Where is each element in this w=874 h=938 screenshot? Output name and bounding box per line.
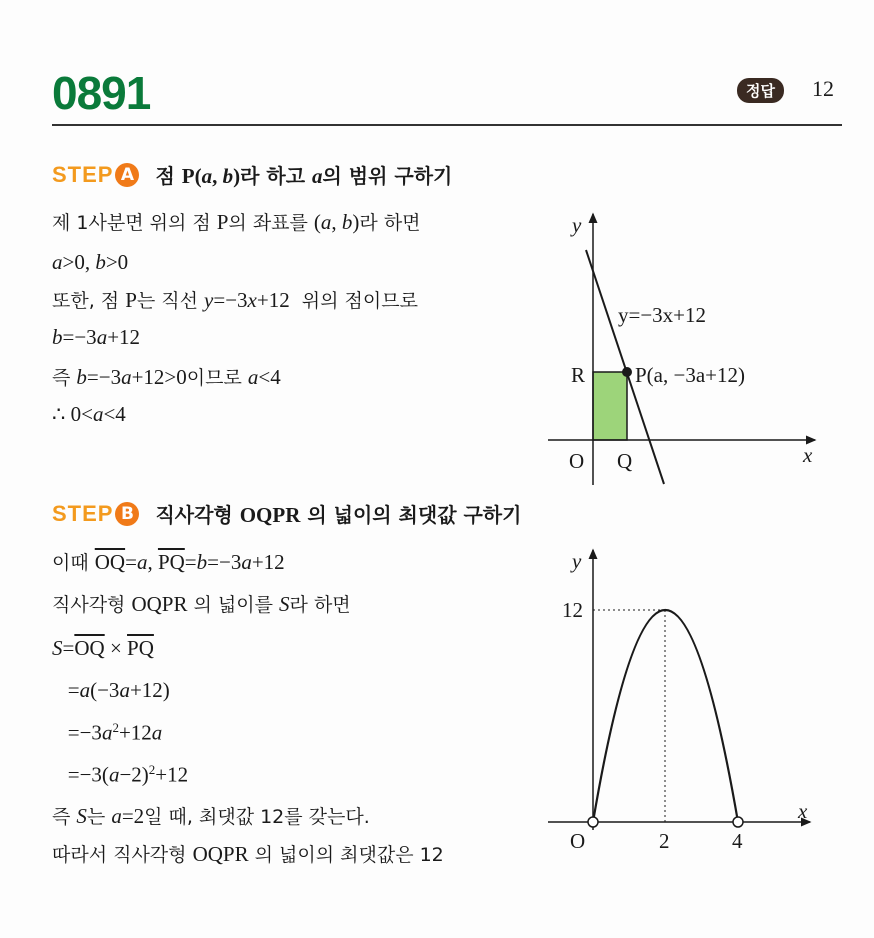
text-segment: ( xyxy=(313,210,321,234)
x-tick-label: 2 xyxy=(659,829,670,853)
text-segment: 의 넓이의 최댓값 구하기 xyxy=(300,503,522,527)
answer-badge: 정답 xyxy=(737,78,784,103)
text-segment: −2) xyxy=(119,762,149,787)
text-segment: +12>0 xyxy=(131,365,187,389)
text-segment: >0 xyxy=(105,250,129,274)
text-segment: $\overline{OQ}$ xyxy=(94,550,126,574)
text-segment: a xyxy=(201,164,213,188)
step-letter-badge: A xyxy=(115,163,139,187)
text-segment: =−3 xyxy=(86,365,122,389)
text-segment: 의 넓이를 xyxy=(187,594,280,616)
text-segment: a xyxy=(119,678,130,702)
text-segment: 일 때, 최댓값 12를 갖는다. xyxy=(144,806,370,828)
graph-line-rectangle xyxy=(548,213,815,485)
text-segment: a xyxy=(320,210,332,234)
text-segment: 직사각형 xyxy=(155,503,240,527)
text-segment: P xyxy=(216,210,229,234)
step-letter-badge: B xyxy=(115,502,139,526)
text-segment: P xyxy=(125,288,137,312)
problem-number: 0891 xyxy=(52,67,151,119)
text-segment: = xyxy=(52,678,80,702)
text-segment: 직사각형 xyxy=(52,594,132,616)
text-segment: a xyxy=(79,678,91,702)
text-segment: a xyxy=(311,164,323,188)
open-point-origin xyxy=(588,817,598,827)
text-segment: OQPR xyxy=(192,842,249,866)
text-segment: 는 xyxy=(86,806,112,828)
y-axis-label: y xyxy=(572,549,582,573)
text-segment: $\overline{PQ}$ xyxy=(157,550,185,574)
text-segment: y xyxy=(204,288,214,312)
text-segment: $\overline{OQ}$ xyxy=(74,636,105,660)
point-q-label: Q xyxy=(617,449,633,473)
open-point-4 xyxy=(733,817,743,827)
text-segment: <4 xyxy=(103,402,126,426)
text-segment: S xyxy=(52,636,63,660)
text-segment: =−3( xyxy=(52,762,109,787)
text-segment: = xyxy=(62,636,75,660)
answer-value: 12 xyxy=(812,76,834,101)
text-segment: 라 하면 xyxy=(289,594,351,616)
text-segment: a xyxy=(111,804,122,828)
text-segment: (−3 xyxy=(90,678,120,702)
text-segment: +12 xyxy=(118,720,152,745)
point-p-label: P(a, −3a+12) xyxy=(635,363,745,387)
graph-parabola xyxy=(548,549,810,853)
text-segment: a xyxy=(52,250,63,274)
text-segment: , xyxy=(212,164,223,188)
text-segment: , xyxy=(331,210,342,234)
text-segment: b xyxy=(222,164,234,188)
y-tick-label: 12 xyxy=(562,598,583,622)
text-segment: 라 하고 xyxy=(240,164,312,188)
text-segment: a xyxy=(92,402,104,426)
origin-label: O xyxy=(569,449,585,473)
point-p xyxy=(622,367,632,377)
text-segment: b xyxy=(52,325,63,349)
step-tag: STEP xyxy=(52,500,114,526)
text-segment: × xyxy=(104,636,128,660)
text-segment: 제 1사분면 위의 점 xyxy=(52,212,217,234)
text-segment: =2 xyxy=(121,804,145,828)
y-axis-label: y xyxy=(572,213,582,237)
text-segment: 의 범위 구하기 xyxy=(322,164,453,188)
x-tick-label: 4 xyxy=(732,829,743,853)
text-segment: 점 xyxy=(155,164,182,188)
text-segment: 이므로 xyxy=(186,367,248,389)
text-segment: 또한, 점 xyxy=(52,290,126,312)
text-segment: = xyxy=(125,550,137,574)
text-segment: +12 xyxy=(155,762,189,787)
text-segment: OQPR xyxy=(239,503,301,527)
text-segment: = xyxy=(184,550,197,574)
text-segment: >0, xyxy=(62,250,96,274)
text-segment: =−3 xyxy=(213,288,248,312)
text-segment: b xyxy=(95,250,106,274)
text-segment: +12 xyxy=(256,288,290,312)
text-segment: 2 xyxy=(148,762,156,777)
text-segment: =−3 xyxy=(62,325,97,349)
text-segment: 의 넓이의 최댓값은 12 xyxy=(248,844,444,866)
text-segment: 는 직선 xyxy=(136,290,205,312)
x-axis-label: x xyxy=(798,799,808,823)
text-segment: <4 xyxy=(258,365,281,389)
text-segment: a xyxy=(121,365,132,389)
text-segment: ∴ 0< xyxy=(52,402,93,426)
text-segment: a xyxy=(241,550,252,574)
text-segment: 이때 xyxy=(52,552,95,574)
text-segment: 즉 xyxy=(52,806,77,828)
origin-label: O xyxy=(570,829,586,853)
text-segment: ) xyxy=(233,164,241,188)
text-segment: 따라서 직사각형 xyxy=(52,844,193,866)
text-segment: a xyxy=(151,720,163,745)
text-segment: a xyxy=(136,550,148,574)
text-segment: b xyxy=(196,550,208,574)
text-segment: OQPR xyxy=(131,592,188,616)
text-segment: 위의 점이므로 xyxy=(289,290,418,312)
text-segment: a xyxy=(247,365,259,389)
text-segment: 2 xyxy=(112,720,119,735)
text-segment: a xyxy=(108,762,120,787)
text-segment: 라 하면 xyxy=(359,212,421,234)
text-segment: +12 xyxy=(251,550,285,574)
text-segment: ) xyxy=(352,210,360,234)
rectangle-oqpr xyxy=(593,372,627,440)
text-segment: b xyxy=(76,365,87,389)
text-segment: =−3 xyxy=(207,550,242,574)
x-axis-label: x xyxy=(803,443,813,467)
text-segment: =−3 xyxy=(52,720,102,745)
text-segment: P( xyxy=(181,164,202,188)
point-r-label: R xyxy=(571,363,586,387)
text-segment: +12) xyxy=(129,678,170,702)
text-segment: a xyxy=(101,720,113,745)
text-segment: S xyxy=(279,592,290,616)
line-equation-label: y=−3x+12 xyxy=(618,303,707,327)
text-segment: a xyxy=(96,325,108,349)
text-segment: , xyxy=(147,550,158,574)
text-segment: +12 xyxy=(107,325,141,349)
step-tag: STEP xyxy=(52,161,114,187)
text-segment: 의 좌표를 xyxy=(228,212,314,234)
text-segment: 즉 xyxy=(52,367,77,389)
text-segment: $\overline{PQ}$ xyxy=(127,636,154,660)
text-segment: x xyxy=(247,288,257,312)
text-segment: S xyxy=(76,804,87,828)
text-segment: b xyxy=(341,210,353,234)
